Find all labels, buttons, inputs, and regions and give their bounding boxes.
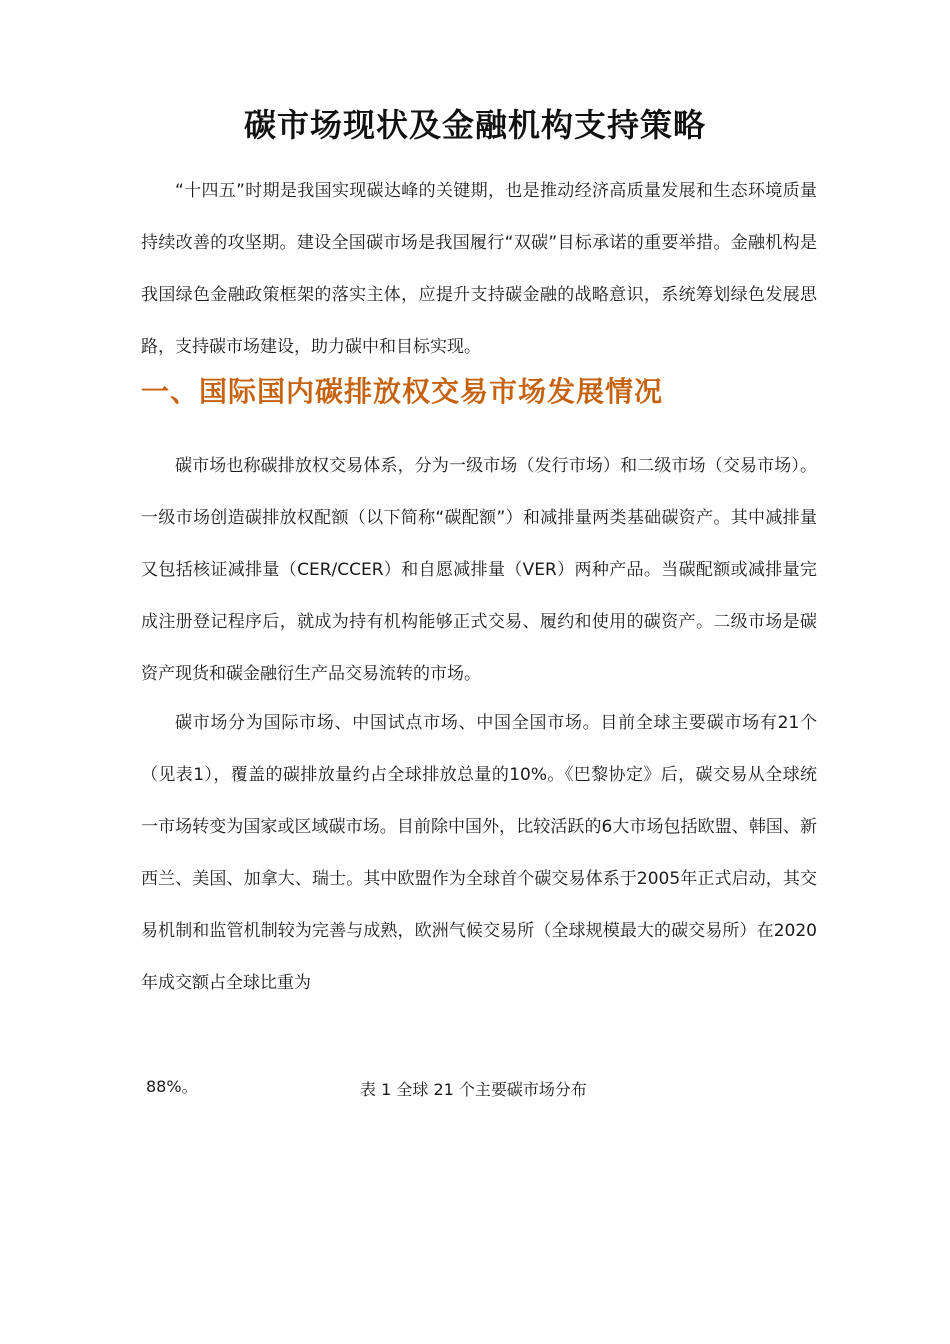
paragraph-tail: 88%。 [146,1077,198,1096]
section-heading: 一、国际国内碳排放权交易市场发展情况 [141,375,664,408]
table-caption: 表 1 全球 21 个主要碳市场分布 [360,1080,587,1099]
intro-paragraph: “十四五”时期是我国实现碳达峰的关键期，也是推动经济高质量发展和生态环境质量持续改善的攻坚期。建设全国碳市场是我国履行“双碳”目标承诺的重要举措。金融机构是我国绿色金融政策框架的落实主体，应提升支持碳金融的战略意识，系统筹划绿色发展思路，支持碳市场建设，助力碳中和目标实现。 [141,181,817,357]
section-paragraph-2: 碳市场分为国际市场、中国试点市场、中国全国市场。目前全球主要碳市场有21个（见表1），覆盖的碳排放量约占全球排放总量的10%。《巴黎协定》后，碳交易从全球统一市场转变为国家或区域碳市场。目前除中国外，比较活跃的6大市场包括欧盟、韩国、新西兰、美国、加拿大、瑞士。其中欧盟作为全球首个碳交易体系于2005年正式启动，其交易机制和监管机制较为完善与成熟，欧洲气候交易所（全球规模最大的碳交易所）在2020年成交额占全球比重为 [141,713,817,993]
document-title: 碳市场现状及金融机构支持策略 [243,106,706,144]
section-paragraph-1: 碳市场也称碳排放权交易体系，分为一级市场（发行市场）和二级市场（交易市场）。一级市场创造碳排放权配额（以下简称“碳配额”）和减排量两类基础碳资产。其中减排量又包括核证减排量（CER/CCER）和自愿减排量（VER）两种产品。当碳配额或减排量完成注册登记程序后，就成为持有机构能够正式交易、履约和使用的碳资产。二级市场是碳资产现货和碳金融衍生产品交易流转的市场。 [141,456,817,684]
